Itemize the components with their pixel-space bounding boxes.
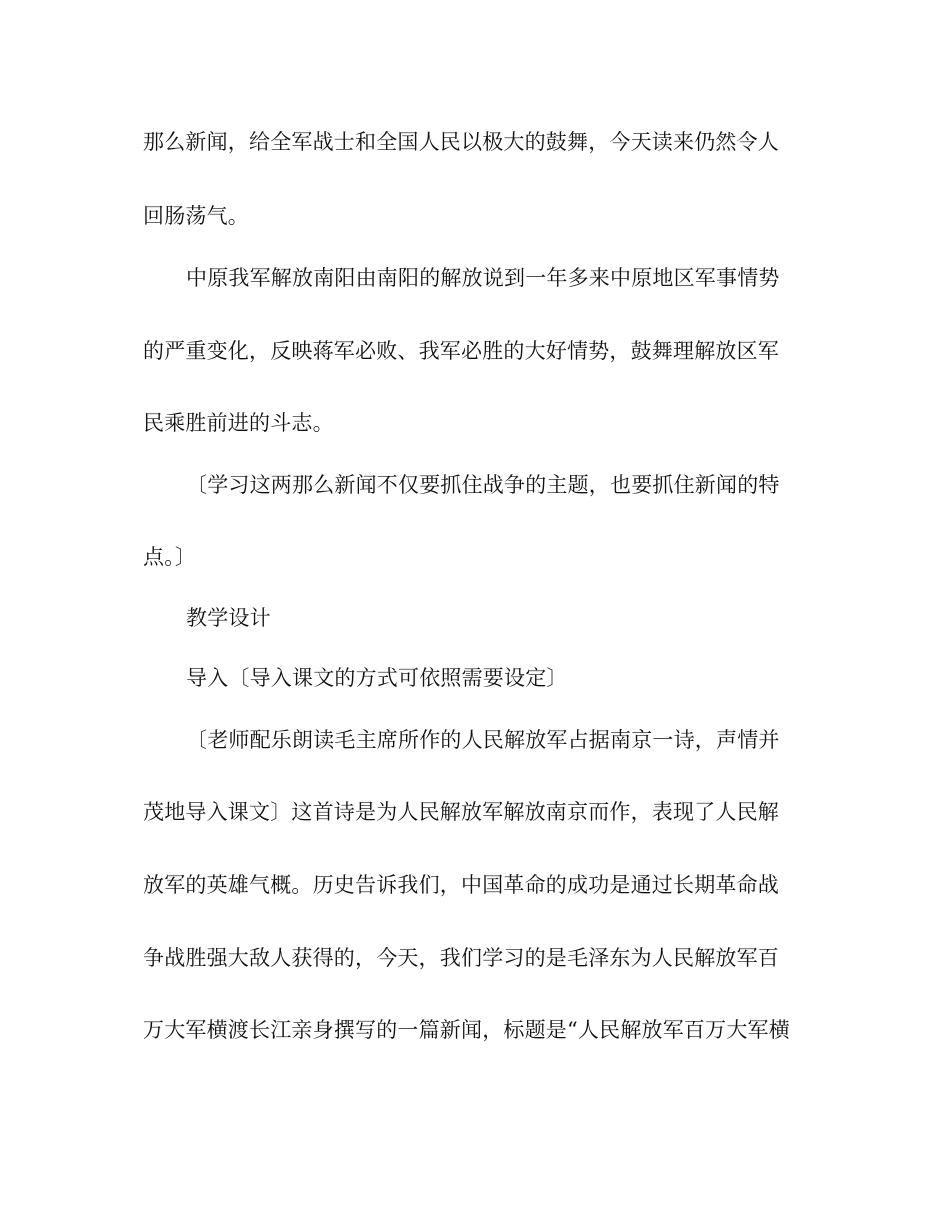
text-line-2: 回肠荡气。 [143, 204, 249, 228]
text-line-7: 点。〕 [143, 545, 197, 569]
text-line-12: 放军的英雄气概。历史告诉我们，中国革命的成功是通过长期革命战 [143, 873, 779, 897]
text-line-9: 导入〔导入课文的方式可依照需要设定〕 [186, 666, 568, 690]
text-line-5: 民乘胜前进的斗志。 [143, 411, 334, 435]
text-line-10: 〔老师配乐朗读毛主席所作的人民解放军占据南京一诗，声情并 [186, 728, 780, 752]
text-line-11: 茂地导入课文〕这首诗是为人民解放军解放南京而作，表现了人民解 [143, 800, 779, 824]
text-line-4: 的严重变化，反映蒋军必败、我军必胜的大好情势，鼓舞理解放区军 [143, 339, 779, 363]
text-line-6: 〔学习这两那么新闻不仅要抓住战争的主题，也要抓住新闻的特 [186, 473, 780, 497]
text-line-14: 万大军横渡长江亲身撰写的一篇新闻，标题是“人民解放军百万大军横 [143, 1018, 790, 1042]
section-heading: 教学设计 [186, 606, 271, 630]
text-line-13: 争战胜强大敌人获得的，今天，我们学习的是毛泽东为人民解放军百 [143, 946, 779, 970]
text-line-1: 那么新闻，给全军战士和全国人民以极大的鼓舞，今天读来仍然令人 [143, 130, 779, 154]
text-line-3: 中原我军解放南阳由南阳的解放说到一年多来中原地区军事情势 [186, 266, 780, 290]
